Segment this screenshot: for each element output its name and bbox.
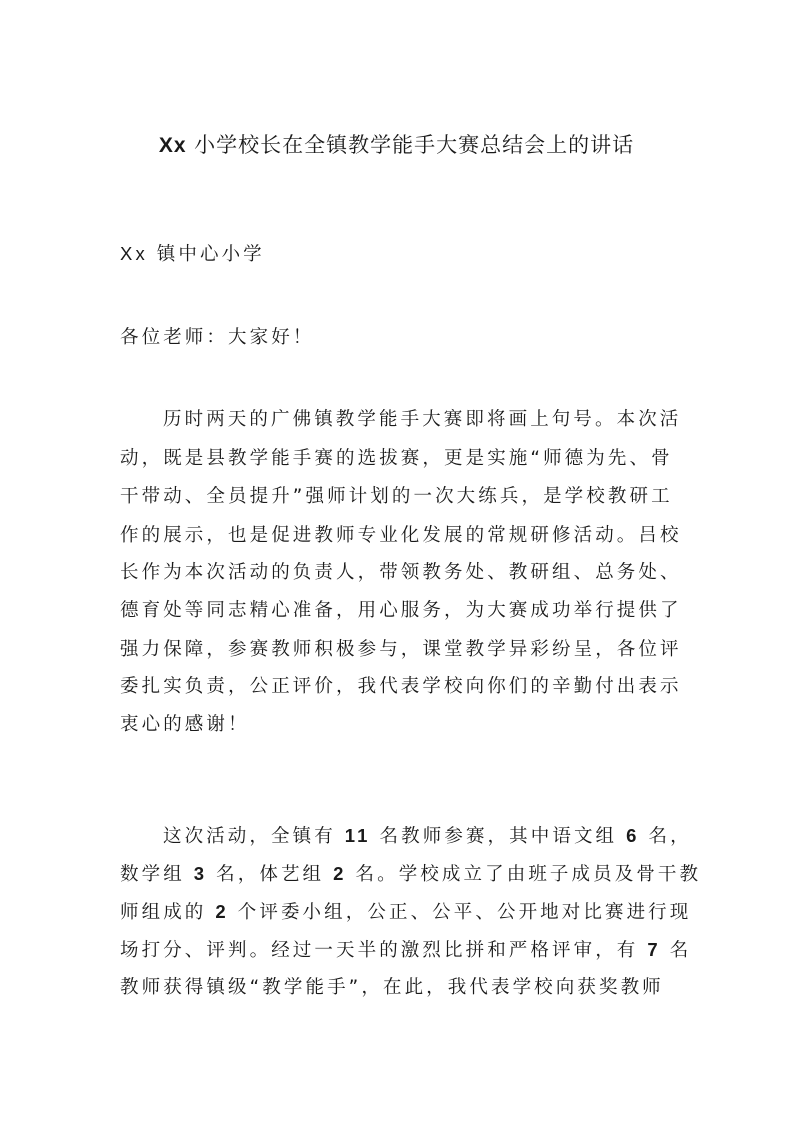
number: 2	[215, 901, 229, 922]
author-prefix: Xx	[120, 243, 148, 264]
text: 师组成的	[120, 902, 216, 923]
number: 2	[333, 863, 347, 884]
author-line	[120, 240, 680, 269]
paragraph-1-line: 德育处等同志精心准备，用心服务，为大赛成功举行提供了	[120, 600, 682, 621]
text: 个评委小组，公正、公平、公开地对比赛进行现	[228, 902, 692, 923]
text: 名，	[639, 826, 692, 847]
greeting: 各位老师：大家好！	[120, 327, 315, 348]
paragraph-1-line: 衷心的感谢！	[120, 714, 250, 735]
text: 这次活动，全镇有	[163, 826, 345, 847]
text: 名	[660, 940, 692, 961]
number: 6	[626, 825, 640, 846]
paragraph-2-line	[163, 822, 723, 851]
title-text: 小学校长在全镇教学能手大赛总结会上的讲话	[186, 133, 635, 157]
paragraph-1-line: 干带动、全员提升”强师计划的一次大练兵，是学校教研工	[120, 486, 673, 507]
number: 3	[193, 863, 208, 884]
document-title	[0, 130, 793, 161]
paragraph-1-line: 强力保障，参赛教师积极参与，课堂教学异彩纷呈，各位评	[120, 639, 682, 660]
paragraph-2-line	[120, 860, 702, 889]
text: 名，体艺组	[207, 864, 334, 885]
text: 名教师参赛，其中语文组	[370, 826, 627, 847]
text: 场打分、评判。经过一天半的激烈比拼和严格评审，有	[120, 940, 648, 961]
text: 数学组	[120, 864, 194, 885]
paragraph-1-line: 作的展示，也是促进教师专业化发展的常规研修活动。吕校	[120, 525, 682, 546]
text: 名。学校成立了由班子成员及骨干教	[346, 864, 702, 885]
paragraph-1-line: 长作为本次活动的负责人，带领教务处、教研组、总务处、	[120, 562, 682, 583]
number: 7	[647, 939, 661, 960]
author-text: 镇中心小学	[147, 244, 265, 265]
number: 11	[344, 825, 371, 846]
paragraph-1-line: 委扎实负责，公正评价，我代表学校向你们的辛勤付出表示	[120, 676, 682, 697]
paragraph-2-line	[120, 936, 692, 965]
paragraph-1-line: 历时两天的广佛镇教学能手大赛即将画上句号。本次活	[163, 409, 682, 430]
paragraph-2-line: 教师获得镇级“教学能手”，在此，我代表学校向获奖教师	[120, 977, 664, 998]
paragraph-2-line	[120, 898, 692, 927]
title-prefix: Xx	[158, 134, 187, 157]
paragraph-1-line: 动，既是县教学能手赛的选拔赛，更是实施“师德为先、骨	[120, 448, 673, 469]
